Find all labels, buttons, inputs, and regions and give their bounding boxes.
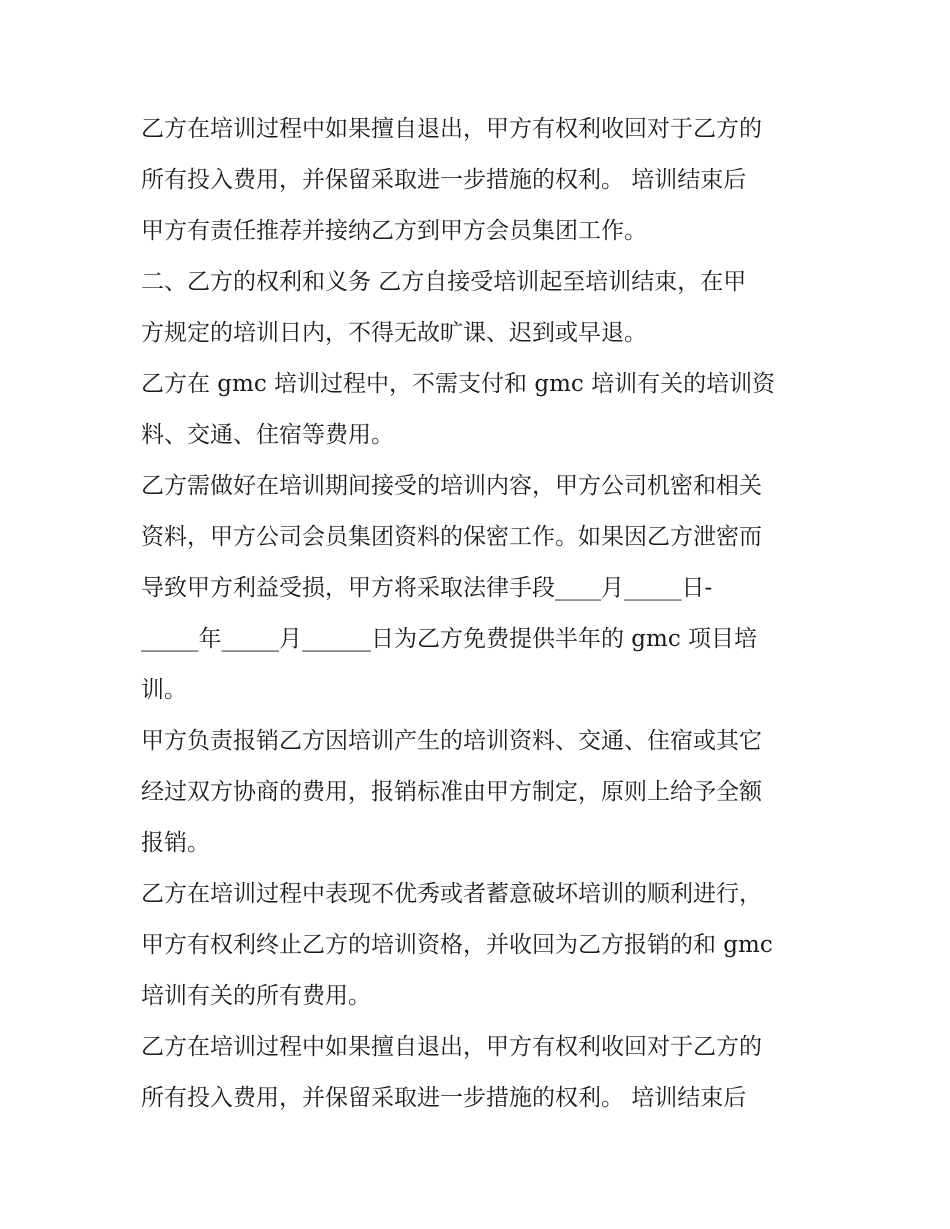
text-line: 所有投入费用，并保留采取进一步措施的权利。 培训结束后 <box>141 167 747 193</box>
text-line: 乙方在培训过程中如果擅自退出，甲方有权利收回对于乙方的 <box>141 1034 762 1060</box>
text-line: 所有投入费用，并保留采取进一步措施的权利。 培训结束后 <box>141 1085 747 1111</box>
text-line: 训。 <box>141 677 187 703</box>
text-line: 甲方有权利终止乙方的培训资格，并收回为乙方报销的和 gmc <box>141 932 773 958</box>
text-line: 方规定的培训日内，不得无故旷课、迟到或早退。 <box>141 320 647 346</box>
text-line: 乙方需做好在培训期间接受的培训内容，甲方公司机密和相关 <box>141 473 762 499</box>
text-line: 资料，甲方公司会员集团资料的保密工作。如果因乙方泄密而 <box>141 524 762 550</box>
text-line: 乙方在 gmc 培训过程中，不需支付和 gmc 培训有关的培训资 <box>141 371 776 397</box>
text-line: 甲方负责报销乙方因培训产生的培训资料、交通、住宿或其它 <box>141 728 762 754</box>
text-line: 培训有关的所有费用。 <box>141 983 371 1009</box>
text-line: 二、乙方的权利和义务 乙方自接受培训起至培训结束，在甲 <box>141 269 747 295</box>
paragraph-confidentiality <box>141 461 821 716</box>
text-line: 乙方在培训过程中如果擅自退出，甲方有权利收回对于乙方的 <box>141 116 762 142</box>
paragraph-free-training <box>141 359 821 461</box>
text-line: 乙方在培训过程中表现不优秀或者蓄意破坏培训的顺利进行， <box>141 881 762 907</box>
text-line: 甲方有责任推荐并接纳乙方到甲方会员集团工作。 <box>141 218 647 244</box>
text-line: 导致甲方利益受损，甲方将采取法律手段____月_____日- <box>141 575 713 601</box>
paragraph-rights-obligations <box>141 257 821 359</box>
paragraph-withdrawal-terms-repeat <box>141 1022 821 1124</box>
text-line: 料、交通、住宿等费用。 <box>141 422 394 448</box>
paragraph-reimbursement <box>141 716 821 869</box>
document-page <box>141 104 821 1124</box>
text-line: _____年_____月______日为乙方免费提供半年的 gmc 项目培 <box>141 626 758 652</box>
paragraph-withdrawal-terms <box>141 104 821 257</box>
paragraph-termination <box>141 869 821 1022</box>
text-line: 报销。 <box>141 830 210 856</box>
text-line: 经过双方协商的费用，报销标准由甲方制定，原则上给予全额 <box>141 779 762 805</box>
